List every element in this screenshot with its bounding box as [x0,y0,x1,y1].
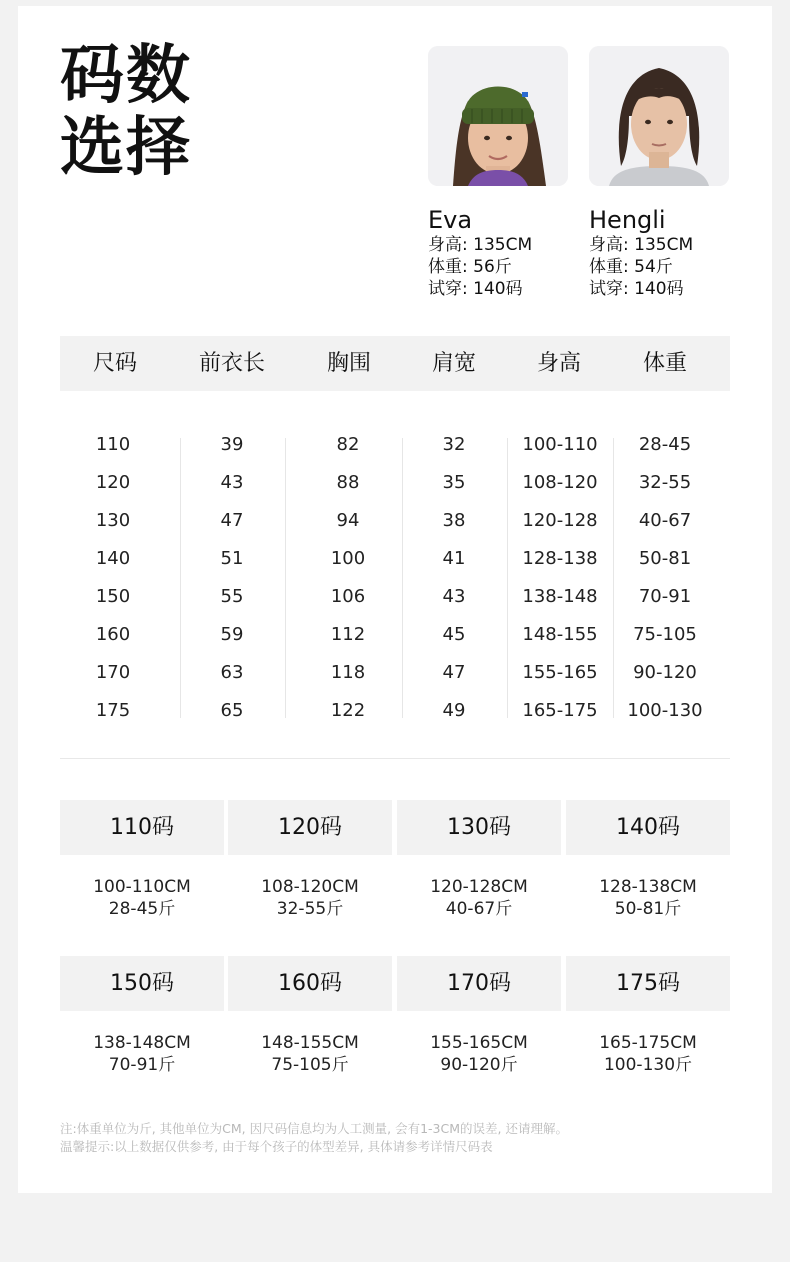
table-cell: 150 [95,586,131,607]
table-cell: 40-67 [638,510,692,531]
girl-green-beanie-icon [428,46,568,186]
table-cell: 28-45 [638,434,692,455]
table-cell: 110 [95,434,131,455]
table-cell: 75-105 [633,624,697,645]
table-cell: 112 [330,624,366,645]
table-cell: 118 [330,662,366,683]
size-box-label: 140码 [566,800,730,855]
size-box-details [228,876,392,920]
header-chest: 胸围 [326,351,372,376]
size-box-weight: 40-67斤 [445,899,513,919]
size-box-weight: 32-55斤 [276,899,344,919]
size-box-details [566,876,730,920]
table-cell: 100-110 [522,434,598,455]
size-box-label: 110码 [60,800,224,855]
table-cell: 120-128 [522,510,598,531]
column-chest [293,432,403,736]
table-cell: 120 [95,472,131,493]
table-cell: 59 [220,624,244,645]
table-cell: 55 [220,586,244,607]
title-line-2: 选择 [60,111,192,185]
table-cell: 39 [220,434,244,455]
model-name: Eva [428,206,473,234]
table-cell: 106 [330,586,366,607]
header-weight: 体重 [642,351,688,376]
note-tip: 温馨提示:以上数据仅供参考, 由于每个孩子的体型差异, 具体请参考详情尺码表 [60,1139,493,1154]
title-line-1: 码数 [60,39,192,113]
size-box-weight: 70-91斤 [108,1055,176,1075]
table-cell: 140 [95,548,131,569]
table-cell: 155-165 [522,662,598,683]
table-cell: 70-91 [638,586,692,607]
page-title [60,40,192,184]
header-shoulder: 肩宽 [431,351,477,376]
size-box-height: 100-110CM [93,877,191,897]
column-height [505,432,615,736]
model-height: 身高: 135CM [428,235,533,255]
column-size [58,432,168,736]
size-box-details [397,1032,561,1076]
table-cell: 49 [442,700,466,721]
table-cell: 38 [442,510,466,531]
table-cell: 51 [220,548,244,569]
table-cell: 94 [336,510,360,531]
size-box-details [60,1032,224,1076]
table-cell: 170 [95,662,131,683]
size-box-details [228,1032,392,1076]
table-cell: 82 [336,434,360,455]
column-front-length [177,432,287,736]
table-cell: 100-130 [627,700,703,721]
table-cell: 128-138 [522,548,598,569]
header-front-length: 前衣长 [198,351,266,376]
table-cell: 43 [442,586,466,607]
table-cell: 35 [442,472,466,493]
size-box-weight: 50-81斤 [614,899,682,919]
size-table-header [60,336,730,391]
footnotes [60,1120,740,1156]
table-cell: 160 [95,624,131,645]
table-cell: 32-55 [638,472,692,493]
column-weight [610,432,720,736]
size-box-label: 120码 [228,800,392,855]
table-cell: 175 [95,700,131,721]
boy-long-hair-icon [589,46,729,186]
size-box-label: 175码 [566,956,730,1011]
table-cell: 88 [336,472,360,493]
table-cell: 90-120 [633,662,697,683]
size-box-label: 150码 [60,956,224,1011]
model-tryon-size: 试穿: 140码 [428,279,523,299]
note-units: 注:体重单位为斤, 其他单位为CM, 因尺码信息均为人工测量, 会有1-3CM的误差, 还请理解。 [60,1121,568,1136]
size-box-details [397,876,561,920]
size-box-weight: 28-45斤 [108,899,176,919]
table-cell: 165-175 [522,700,598,721]
table-cell: 50-81 [638,548,692,569]
model-card-hengli [589,46,729,300]
table-cell: 45 [442,624,466,645]
table-cell: 100 [330,548,366,569]
table-cell: 63 [220,662,244,683]
table-cell: 47 [220,510,244,531]
size-box-height: 120-128CM [430,877,528,897]
size-box-details [60,876,224,920]
table-cell: 130 [95,510,131,531]
size-box-weight: 90-120斤 [440,1055,518,1075]
size-box-height: 108-120CM [261,877,359,897]
size-box-label: 160码 [228,956,392,1011]
column-shoulder [399,432,509,736]
size-box-height: 128-138CM [599,877,697,897]
table-cell: 138-148 [522,586,598,607]
size-box-height: 138-148CM [93,1033,191,1053]
model-name: Hengli [589,206,666,234]
table-cell: 43 [220,472,244,493]
model-card-eva [428,46,568,300]
table-cell: 32 [442,434,466,455]
model-height: 身高: 135CM [589,235,694,255]
size-box-label: 130码 [397,800,561,855]
table-cell: 47 [442,662,466,683]
table-cell: 41 [442,548,466,569]
size-box-label: 170码 [397,956,561,1011]
table-cell: 108-120 [522,472,598,493]
size-box-height: 165-175CM [599,1033,697,1053]
model-weight: 体重: 56斤 [428,257,512,277]
header-size: 尺码 [92,351,138,376]
table-cell: 148-155 [522,624,598,645]
size-box-details [566,1032,730,1076]
size-box-weight: 75-105斤 [271,1055,349,1075]
section-divider [60,758,730,759]
size-box-weight: 100-130斤 [603,1055,693,1075]
size-box-height: 155-165CM [430,1033,528,1053]
model-weight: 体重: 54斤 [589,257,673,277]
model-tryon-size: 试穿: 140码 [589,279,684,299]
table-cell: 65 [220,700,244,721]
header-height: 身高 [536,351,582,376]
size-box-height: 148-155CM [261,1033,359,1053]
table-cell: 122 [330,700,366,721]
